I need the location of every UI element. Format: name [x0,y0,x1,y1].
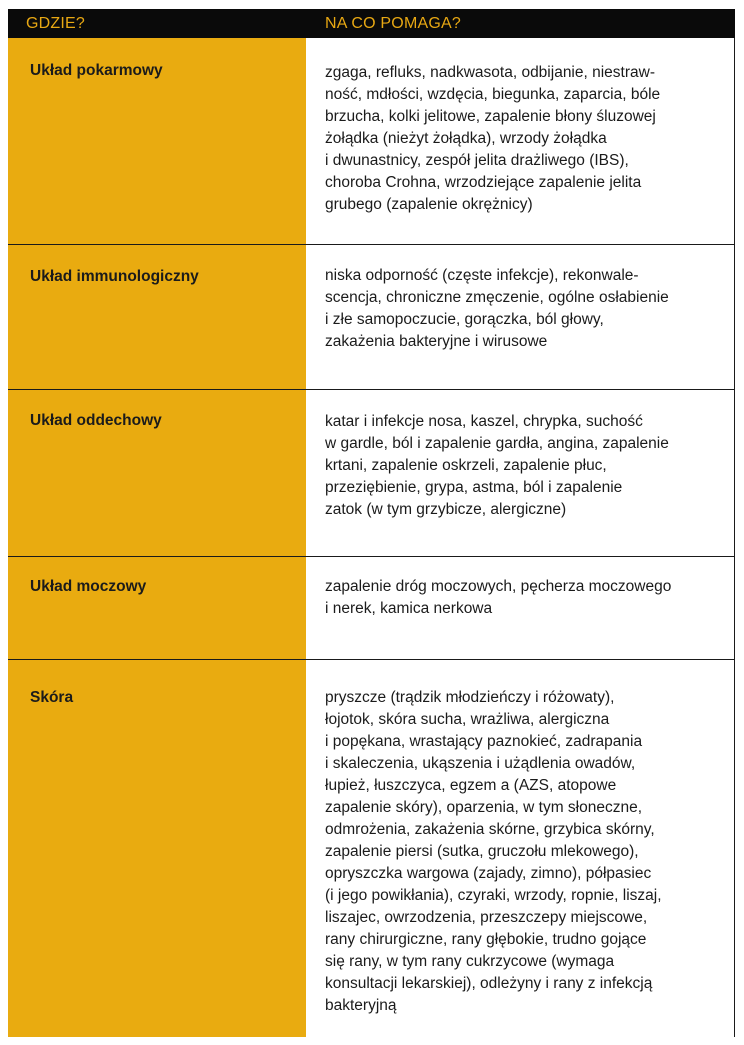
conditions-line: łupież, łuszczyca, egzem a (AZS, atopowe [325,777,617,794]
area-cell [8,660,306,1037]
conditions-line: zapalenie dróg moczowych, pęcherza moczowego [325,578,672,595]
conditions-cell [306,557,735,659]
conditions-line: scencja, chroniczne zmęczenie, ogólne osłabienie [325,289,669,306]
conditions-line: grubego (zapalenie okrężnicy) [325,196,533,213]
area-label: Skóra [30,689,74,706]
conditions-line: liszajec, owrzodzenia, przeszczepy miejscowe, [325,909,648,926]
conditions-cell [306,245,735,389]
conditions-cell [306,390,735,556]
area-label: Układ oddechowy [30,412,162,429]
header-cell-helps [306,9,735,38]
header-cell-where [8,9,306,38]
conditions-line: zakażenia bakteryjne i wirusowe [325,333,548,350]
area-cell [8,38,306,244]
conditions-line: konsultacji lekarskiej), odleżyny i rany z infekcją [325,975,653,992]
conditions-line: krtani, zapalenie oskrzeli, zapalenie płuc, [325,457,607,474]
conditions-cell [306,38,735,244]
conditions-line: w gardle, ból i zapalenie gardła, angina, zapalenie [325,435,669,452]
header-helps-label: NA CO POMAGA? [325,15,461,32]
area-cell [8,557,306,659]
area-label: Układ pokarmowy [30,62,163,79]
conditions-line: zapalenie skóry), oparzenia, w tym słoneczne, [325,799,643,816]
conditions-line: choroba Crohna, wrzodziejące zapalenie jelita [325,174,642,191]
table-row [8,557,735,660]
conditions-line: bakteryjną [325,997,397,1014]
conditions-line: pryszcze (trądzik młodzieńczy i różowaty), [325,689,615,706]
table-row [8,390,735,557]
conditions-line: i popękana, wrastający paznokieć, zadrapania [325,733,643,750]
area-cell [8,390,306,556]
conditions-line: zgaga, refluks, nadkwasota, odbijanie, niestraw- [325,64,655,81]
area-label: Układ immunologiczny [30,268,199,285]
conditions-line: żołądka (nieżyt żołądka), wrzody żołądka [325,130,607,147]
conditions-line: przeziębienie, grypa, astma, ból i zapalenie [325,479,623,496]
conditions-line: (i jego powikłania), czyraki, wrzody, ropnie, liszaj, [325,887,662,904]
table-header [8,9,735,38]
conditions-line: katar i infekcje nosa, kaszel, chrypka, suchość [325,413,643,430]
table-row [8,38,735,245]
area-label: Układ moczowy [30,578,147,595]
conditions-line: i nerek, kamica nerkowa [325,600,493,617]
conditions-line: niska odporność (częste infekcje), rekonwale- [325,267,639,284]
conditions-line: ność, mdłości, wzdęcia, biegunka, zaparcia, bóle [325,86,661,103]
area-cell [8,245,306,389]
conditions-line: zapalenie piersi (sutka, gruczołu mlekowego), [325,843,639,860]
conditions-line: brzucha, kolki jelitowe, zapalenie błony śluzowej [325,108,656,125]
conditions-line: i złe samopoczucie, gorączka, ból głowy, [325,311,604,328]
header-where-label: GDZIE? [26,15,85,32]
conditions-line: odmrożenia, zakażenia skórne, grzybica skórny, [325,821,655,838]
conditions-cell [306,660,735,1037]
conditions-line: łojotok, skóra sucha, wrażliwa, alergiczna [325,711,610,728]
conditions-line: rany chirurgiczne, rany głębokie, trudno gojące [325,931,647,948]
table-row [8,660,735,1037]
conditions-line: i dwunastnicy, zespół jelita drażliwego (IBS), [325,152,629,169]
conditions-line: zatok (w tym grzybicze, alergiczne) [325,501,567,518]
conditions-line: się rany, w tym rany cukrzycowe (wymaga [325,953,615,970]
remedy-table [8,9,735,1037]
table-row [8,245,735,390]
conditions-line: opryszczka wargowa (zajady, zimno), półpasiec [325,865,652,882]
conditions-line: i skaleczenia, ukąszenia i użądlenia owadów, [325,755,636,772]
